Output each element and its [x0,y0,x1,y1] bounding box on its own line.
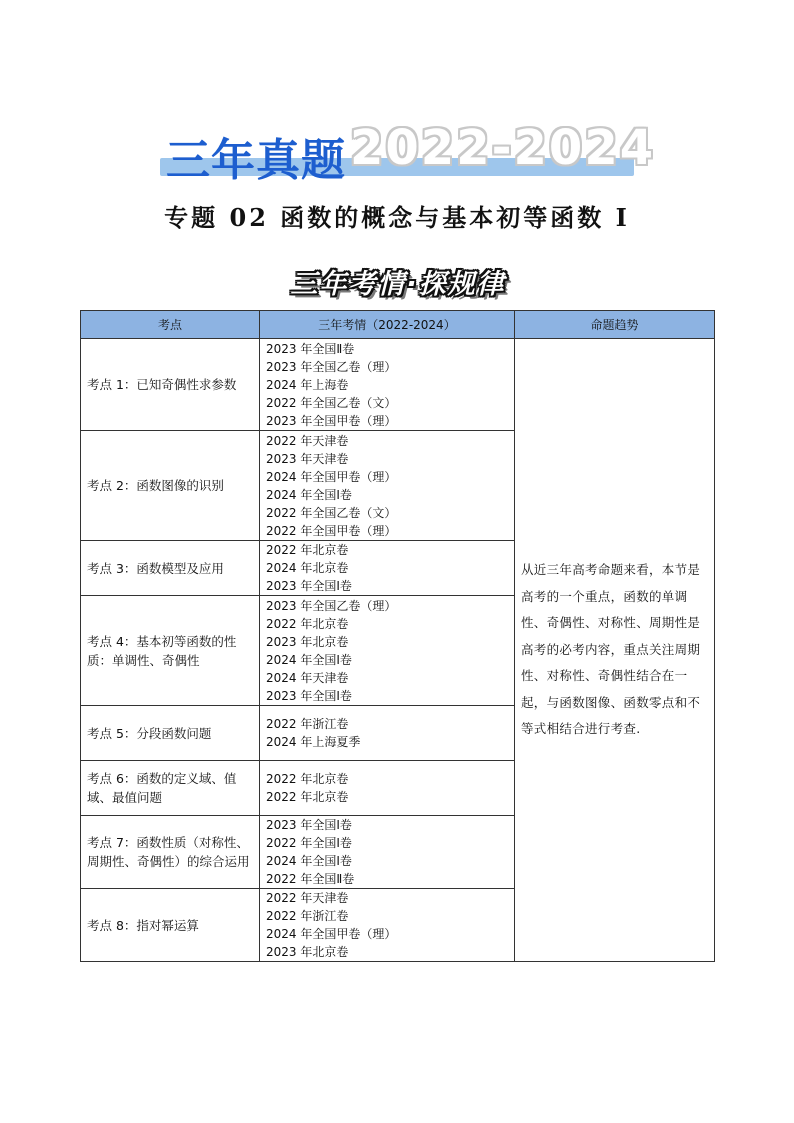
exam-item: 2024 年全国甲卷（理） [266,469,397,484]
exam-item: 2024 年北京卷 [266,561,349,575]
topic-cell: 考点 6：函数的定义域、值域、最值问题 [81,761,260,816]
exam-item: 2023 年北京卷 [266,634,349,649]
exam-item: 2023 年全国乙卷（理） [266,598,397,613]
header-exams: 三年考情（2022-2024） [260,311,515,339]
topic-subtitle: 专题 02 函数的概念与基本初等函数 I [164,203,630,232]
topic-cell: 考点 3：函数模型及应用 [81,541,260,596]
exam-item: 2022 年浙江卷 [266,717,349,731]
exam-item: 2023 年全国Ⅰ卷 [266,818,352,832]
exams-cell [260,541,515,596]
topic-cell: 考点 7：函数性质（对称性、周期性、奇偶性）的综合运用 [81,816,260,889]
exam-item: 2022 年全国乙卷（文） [266,395,397,410]
exam-item: 2023 年北京卷 [266,945,349,959]
exams-cell [260,706,515,761]
exam-item: 2023 年全国Ⅰ卷 [266,688,352,703]
exams-cell [260,816,515,889]
exam-item: 2024 年全国Ⅰ卷 [266,652,352,667]
banner-title: 三年真题 [166,135,346,186]
exam-item: 2022 年全国甲卷（理） [266,523,397,538]
exam-item: 2022 年天津卷 [266,433,349,448]
trend-cell: 从近三年高考命题来看，本节是高考的一个重点，函数的单调性、奇偶性、对称性、周期性是高考的必考内容，重点关注周期性、对称性、奇偶性结合在一起，与函数图像、函数零点和不等式相结合进行考查. [515,339,715,962]
topic-cell: 考点 8：指对幂运算 [81,889,260,962]
topic-cell: 考点 4：基本初等函数的性质：单调性、奇偶性 [81,596,260,706]
exam-item: 2023 年天津卷 [266,451,349,466]
exam-item: 2023 年全国Ⅱ卷 [266,341,355,356]
exam-item: 2022 年北京卷 [266,616,349,631]
exam-item: 2022 年天津卷 [266,891,349,905]
exam-item: 2022 年全国Ⅰ卷 [266,836,352,850]
table-row [81,339,715,431]
exam-item: 2022 年北京卷 [266,790,349,804]
section-heading [270,262,526,298]
header-trend: 命题趋势 [515,311,715,339]
exam-item: 2024 年全国Ⅰ卷 [266,854,352,868]
exam-item: 2024 年全国Ⅰ卷 [266,487,352,502]
exam-item: 2022 年浙江卷 [266,909,349,923]
topic-cell: 考点 2：函数图像的识别 [81,431,260,541]
exams-cell [260,889,515,962]
header-topic: 考点 [81,311,260,339]
table-header-row [81,311,715,339]
exams-cell [260,761,515,816]
exam-item: 2024 年上海夏季 [266,735,361,749]
topic-cell: 考点 5：分段函数问题 [81,706,260,761]
exam-item: 2024 年全国甲卷（理） [266,927,397,941]
exams-cell [260,339,515,431]
exam-item: 2022 年全国Ⅱ卷 [266,872,355,886]
exams-cell [260,596,515,706]
topic-cell: 考点 1：已知奇偶性求参数 [81,339,260,431]
exam-item: 2023 年全国甲卷（理） [266,413,397,428]
exam-item: 2024 年上海卷 [266,377,349,392]
exam-item: 2023 年全国乙卷（理） [266,359,397,374]
exam-item: 2022 年全国乙卷（文） [266,505,397,520]
title-banner [160,118,656,186]
banner-years: 2022-2024 [350,120,656,176]
section-heading-text: 三年考情·探规律 [290,269,506,300]
exam-item: 2023 年全国Ⅰ卷 [266,579,352,593]
exam-item: 2022 年北京卷 [266,772,349,786]
exams-cell [260,431,515,541]
exam-analysis-table [80,310,715,962]
exam-item: 2024 年天津卷 [266,670,349,685]
exam-item: 2022 年北京卷 [266,543,349,557]
